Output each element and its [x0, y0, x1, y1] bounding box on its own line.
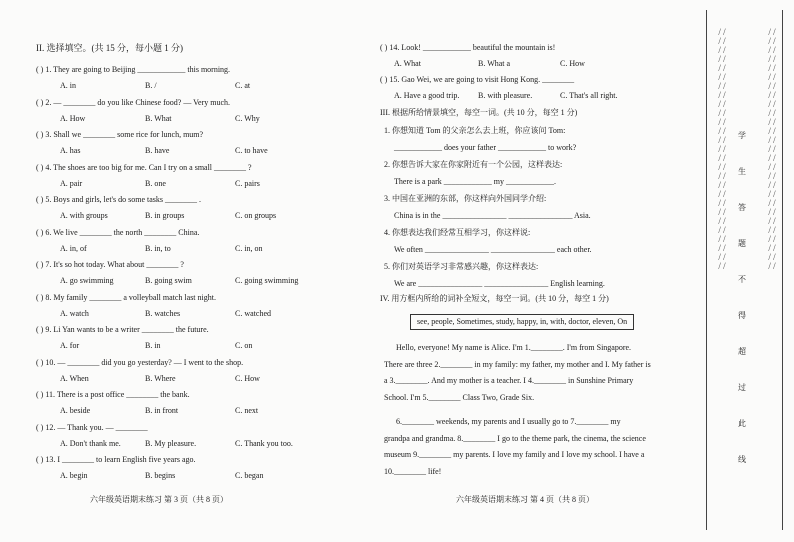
question-stem: ( ) 11. There is a post office ________ the bank.	[36, 390, 190, 399]
answer-option: B. have	[145, 146, 170, 155]
answer-option: B. with pleasure.	[478, 91, 533, 100]
answer-option: B. /	[145, 81, 157, 90]
answer-option: A. watch	[60, 308, 89, 318]
binding-char: 线	[738, 455, 746, 464]
passage-line: a 3.________. And my mother is a teacher. I 4.________ in Sunshine Primary	[384, 376, 634, 385]
answer-option: A. Don't thank me.	[60, 438, 121, 448]
answer-option: A. When	[60, 373, 89, 383]
question-stem: ( ) 4. The shoes are too big for me. Can I try on a small ________ ?	[36, 162, 252, 172]
answer-option: C. How	[560, 59, 585, 68]
binding-margin	[706, 10, 788, 530]
situation-prompt: 4. 你想表达我们经常互相学习，你这样说:	[384, 228, 531, 237]
situation-answer-line: China is in the ________________ ________________ Asia.	[394, 211, 591, 220]
left-column	[30, 0, 370, 542]
situation-answer-line: There is a park ____________ my ____________.	[394, 177, 556, 186]
situation-prompt: 1. 你想知道 Tom 的父亲怎么去上班，你应该问 Tom:	[384, 126, 566, 135]
binding-char: 不	[738, 275, 746, 284]
answer-option: C. Thank you too.	[235, 438, 293, 448]
answer-option: B. What a	[478, 59, 511, 68]
answer-option: B. in groups	[145, 211, 185, 220]
answer-option: A. with groups	[60, 211, 108, 220]
question-stem: ( ) 5. Boys and girls, let's do some tasks ________ .	[36, 195, 201, 204]
situation-prompt: 3. 中国在亚洲的东部，你这样向外国同学介绍:	[384, 194, 547, 203]
answer-option: B. watches	[145, 308, 181, 318]
binding-char: 得	[738, 311, 746, 320]
passage-line: 10.________ life!	[384, 466, 442, 476]
answer-option: A. How	[60, 113, 86, 123]
answer-option: B. My pleasure.	[145, 438, 197, 448]
answer-option: A. What	[394, 59, 421, 68]
answer-option: B. in	[145, 341, 161, 350]
answer-option: A. go swimming	[60, 276, 114, 285]
situation-prompt: 2. 你想告诉大家在你家附近有一个公园，这样表达:	[384, 160, 563, 169]
section-2-title: II. 选择填空。(共 15 分，每小题 1 分)	[36, 43, 183, 53]
answer-option: A. for	[60, 341, 80, 350]
right-column	[380, 0, 700, 542]
question-stem: ( ) 1. They are going to Beijing ____________ this morning.	[36, 65, 231, 74]
passage-line: Hello, everyone! My name is Alice. I'm 1.________. I'm from Singapore.	[396, 343, 632, 352]
passage-line: 6.________ weekends, my parents and I usually go to 7.________ my	[396, 417, 621, 426]
question-stem: ( ) 13. I ________ to learn English five years ago.	[36, 455, 196, 464]
binding-line-left	[706, 10, 707, 530]
answer-option: B. begins	[145, 471, 176, 480]
question-stem: ( ) 2. — ________ do you like Chinese food? — Very much.	[36, 97, 231, 107]
binding-char: 学	[738, 131, 746, 140]
answer-option: C. at	[235, 81, 251, 90]
answer-option: A. in	[60, 81, 76, 90]
answer-option: A. Have a good trip.	[394, 91, 460, 100]
binding-char: 题	[738, 239, 746, 248]
answer-option: C. began	[235, 471, 264, 480]
answer-option: C. Why	[235, 113, 260, 123]
situation-prompt: 5. 你们对英语学习非常感兴趣，你这样表达:	[384, 262, 539, 271]
situation-answer-line: We are ________________ ________________ English learning.	[394, 279, 605, 288]
section-4-title: IV. 用方框内所给的词补全短文，每空一词。(共 10 分，每空 1 分)	[380, 294, 609, 303]
binding-char: 生	[738, 167, 746, 176]
passage-line: grandpa and grandma. 8.________ I go to the theme park, the cinema, the science	[384, 433, 646, 443]
question-stem: ( ) 9. Li Yan wants to be a writer ________ the future.	[36, 325, 209, 334]
question-stem: ( ) 10. — ________ did you go yesterday? — I went to the shop.	[36, 357, 244, 367]
binding-line-right	[782, 10, 783, 530]
answer-option: C. That's all right.	[560, 91, 618, 100]
passage-line: School. I'm 5.________ Class Two, Grade Six.	[384, 392, 535, 402]
question-stem: ( ) 6. We live ________ the north ________ China.	[36, 227, 200, 237]
binding-char: 答	[738, 203, 746, 212]
answer-option: B. in, to	[145, 243, 171, 253]
question-stem: ( ) 14. Look! ____________ beautiful the mountain is!	[380, 43, 556, 52]
answer-option: C. to have	[235, 146, 268, 155]
answer-option: C. watched	[235, 308, 271, 318]
answer-option: C. going swimming	[235, 276, 299, 285]
question-stem: ( ) 12. — Thank you. — ________	[36, 422, 148, 432]
page-4-footer: 六年级英语期末练习 第 4 页（共 8 页）	[456, 495, 594, 504]
page-3-footer: 六年级英语期末练习 第 3 页（共 8 页）	[90, 495, 228, 504]
word-box: see, people, Sometimes, study, happy, in, with, doctor, eleven, On	[410, 314, 634, 330]
binding-char: 超	[738, 347, 746, 356]
answer-option: B. Where	[145, 373, 176, 383]
answer-option: B. one	[145, 178, 166, 188]
section-3-title: III. 根据所给情景填空，每空一词。(共 10 分，每空 1 分)	[380, 108, 578, 117]
binding-char: 过	[738, 383, 746, 392]
binding-dashes-2: / / / / / / / / / / / / / / / / / / / / / / / / / / / / / / / / / / / / / / / / / / / / / / / / / / / / / /	[768, 28, 776, 271]
answer-option: A. pair	[60, 178, 83, 188]
situation-answer-line: ____________ does your father ____________ to work?	[394, 143, 577, 152]
answer-option: A. beside	[60, 406, 91, 415]
answer-option: B. going swim	[145, 276, 192, 285]
question-stem: ( ) 7. It's so hot today. What about ________ ?	[36, 260, 184, 269]
answer-option: C. pairs	[235, 178, 260, 188]
binding-notice	[736, 130, 748, 490]
answer-option: C. on groups	[235, 211, 277, 220]
answer-option: A. in, of	[60, 243, 87, 253]
question-stem: ( ) 3. Shall we ________ some rice for lunch, mum?	[36, 130, 204, 139]
answer-option: C. on	[235, 341, 253, 350]
answer-option: A. begin	[60, 471, 88, 480]
answer-option: C. in, on	[235, 243, 263, 253]
answer-option: B. in front	[145, 406, 179, 415]
binding-dashes-1: / / / / / / / / / / / / / / / / / / / / / / / / / / / / / / / / / / / / / / / / / / / / / / / / / / / / / /	[718, 28, 726, 271]
question-stem: ( ) 8. My family ________ a volleyball match last night.	[36, 292, 216, 302]
passage-line: museum 9.________ my parents. I love my family and I love my school. I have a	[384, 450, 645, 459]
question-stem: ( ) 15. Gao Wei, we are going to visit Hong Kong. ________	[380, 75, 575, 84]
situation-answer-line: We often ________________ ________________ each other.	[394, 245, 592, 254]
answer-option: C. How	[235, 373, 260, 383]
answer-option: A. has	[60, 146, 81, 155]
answer-option: C. next	[235, 406, 259, 415]
passage-line: There are three 2.________ in my family: my father, my mother and I. My father is	[384, 359, 651, 369]
answer-option: B. What	[145, 113, 172, 123]
binding-char: 此	[738, 419, 746, 428]
